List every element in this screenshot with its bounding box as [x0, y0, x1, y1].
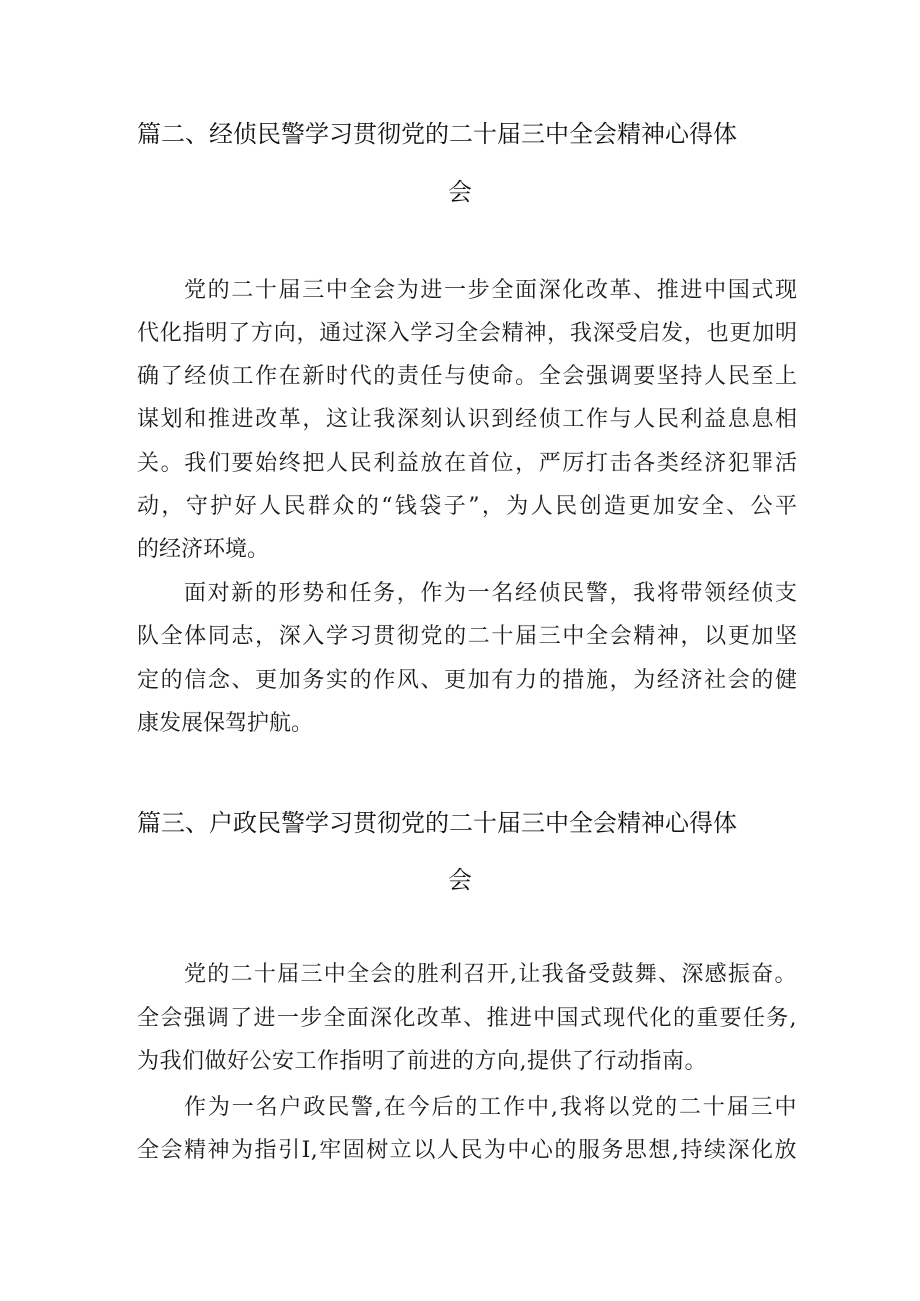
section3-p1-line1: 党的二十届三中全会的胜利召开,让我备受鼓舞、深感振奋。: [184, 962, 797, 987]
section2-p2-line3: 定的信念、更加务实的作风、更加有力的措施，为经济社会的健: [137, 668, 797, 693]
section3-title: 篇三、户政民警学习贯彻党的二十届三中全会精神心得体: [137, 809, 737, 837]
section2-p2-line4: 康发展保驾护航。: [137, 711, 314, 736]
section2-title: 篇二、经侦民警学习贯彻党的二十届三中全会精神心得体: [137, 120, 737, 148]
section2-p2-line1: 面对新的形势和任务，作为一名经侦民警，我将带领经侦支: [184, 581, 797, 606]
section2-p1-line1: 党的二十届三中全会为进一步全面深化改革、推进中国式现: [184, 278, 797, 303]
section2-p1-line2: 代化指明了方向，通过深入学习全会精神，我深受启发，也更加明: [137, 321, 797, 346]
section2-p1-line7: 的经济环境。: [137, 537, 270, 562]
section3-p1-line2: 全会强调了进一步全面深化改革、推进中国式现代化的重要任务,: [137, 1006, 797, 1031]
section3-p1-line3: 为我们做好公安工作指明了前进的方向,提供了行动指南。: [137, 1049, 707, 1074]
section2-p2-line2: 队全体同志，深入学习贯彻党的二十届三中全会精神，以更加坚: [137, 624, 797, 649]
section2-p1-line3: 确了经侦工作在新时代的责任与使命。全会强调要坚持人民至上: [137, 364, 797, 389]
section2-p1-line5: 关。我们要始终把人民利益放在首位，严厉打击各类经济犯罪活: [137, 451, 797, 476]
section2-title-continuation: 会: [448, 178, 472, 206]
section2-p1-line4: 谋划和推进改革，这让我深刻认识到经侦工作与人民利益息息相: [137, 407, 797, 432]
section3-p2-line2: 全会精神为指引I,牢固树立以人民为中心的服务思想,持续深化放: [137, 1138, 797, 1163]
section3-p2-line1: 作为一名户政民警,在今后的工作中,我将以党的二十届三中: [184, 1095, 797, 1120]
section3-title-continuation: 会: [448, 866, 472, 894]
section2-p1-line6: 动，守护好人民群众的“钱袋子”，为人民创造更加安全、公平: [137, 494, 797, 519]
